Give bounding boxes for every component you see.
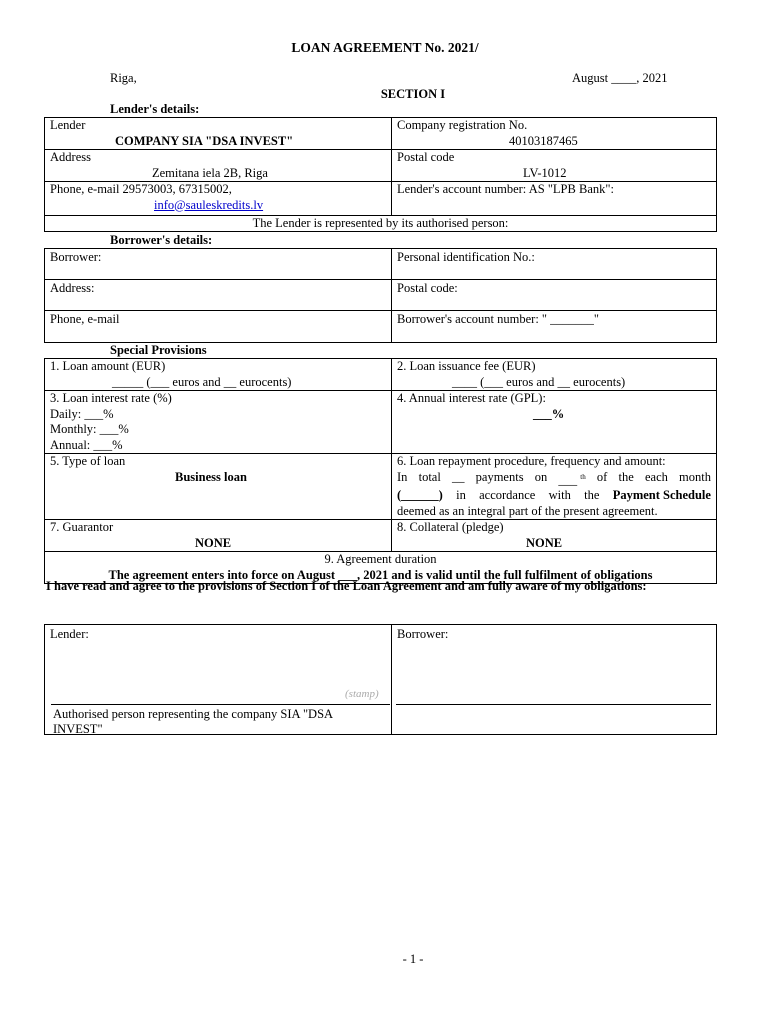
- table-row: [45, 391, 717, 454]
- borrower-table: [44, 248, 717, 343]
- special-provisions-heading: Special Provisions: [110, 343, 207, 357]
- repayment-line-2: (______) in accordance with the Payment Schedule: [397, 488, 711, 503]
- borrower-signature-label: Borrower:: [397, 627, 449, 641]
- stamp-placeholder: (stamp): [345, 688, 379, 700]
- table-row: [45, 520, 717, 552]
- repayment-label: 6. Loan repayment procedure, frequency and amount:: [397, 454, 666, 468]
- table-row: [45, 249, 717, 280]
- borrower-postal-label: Postal code:: [397, 281, 458, 295]
- address-label: Address: [50, 150, 91, 164]
- guarantor-label: 7. Guarantor: [50, 520, 114, 535]
- borrower-account-cell: [392, 311, 717, 343]
- loan-type-label: 5. Type of loan: [50, 454, 126, 468]
- borrower-phone-label: Phone, e-mail: [50, 312, 120, 326]
- lender-details-heading: Lender's details:: [110, 102, 200, 116]
- gpl-value: ___%: [533, 406, 565, 421]
- address-cell: [45, 150, 392, 182]
- place: Riga,: [110, 71, 137, 85]
- repayment-line-1: In total __ payments on ___ $^{th}$ of the each month: [397, 469, 711, 487]
- table-row: [45, 150, 717, 182]
- borrower-phone-cell: [45, 311, 392, 343]
- lender-account-label: Lender's account number: AS "LPB Bank":: [397, 182, 614, 196]
- section-heading: SECTION I: [380, 87, 446, 101]
- table-row: [45, 118, 717, 150]
- represented-text: The Lender is represented by its authorised person:: [252, 216, 509, 230]
- phone-cell: [45, 182, 392, 216]
- registration-label: Company registration No.: [397, 118, 528, 132]
- fee-label: 2. Loan issuance fee (EUR): [397, 359, 536, 373]
- table-row: [45, 216, 717, 232]
- borrower-cell: [45, 249, 392, 280]
- interest-rate-label: 3. Loan interest rate (%): [50, 391, 172, 405]
- rate-daily: Daily: ___%: [50, 406, 114, 421]
- borrower-details-heading: Borrower's details:: [110, 233, 213, 247]
- borrower-address-cell: [45, 280, 392, 311]
- guarantor-cell: [45, 520, 392, 552]
- guarantor-value: NONE: [195, 535, 232, 550]
- loan-amount-label: 1. Loan amount (EUR): [50, 359, 166, 373]
- fee-value: ____ (___ euros and __ eurocents): [452, 374, 626, 389]
- lender-account-cell: [392, 182, 717, 216]
- lender-cell: [45, 118, 392, 150]
- borrower-postal-cell: [392, 280, 717, 311]
- pid-cell: [392, 249, 717, 280]
- collateral-label: 8. Collateral (pledge): [397, 520, 504, 535]
- lender-name: COMPANY SIA "DSA INVEST": [115, 133, 294, 148]
- borrower-signature-line[interactable]: [396, 704, 711, 705]
- loan-type-value: Business loan: [175, 469, 247, 484]
- collateral-value: NONE: [526, 535, 563, 550]
- email-link[interactable]: info@sauleskredits.lv: [154, 197, 264, 212]
- interest-rate-cell: [45, 391, 392, 454]
- table-row: [45, 625, 717, 735]
- table-row: [45, 280, 717, 311]
- pid-label: Personal identification No.:: [397, 250, 535, 264]
- borrower-signature-cell: [392, 625, 717, 735]
- loan-amount-value: _____ (___ euros and __ eurocents): [112, 374, 292, 389]
- lender-signature-line[interactable]: [51, 704, 390, 705]
- loan-amount-cell: [45, 359, 392, 391]
- rate-annual: Annual: ___%: [50, 437, 123, 452]
- rate-monthly: Monthly: ___%: [50, 422, 129, 436]
- loan-type-cell: [45, 454, 392, 520]
- gpl-label: 4. Annual interest rate (GPL):: [397, 391, 546, 405]
- repayment-cell: [392, 454, 717, 520]
- lender-table: [44, 117, 717, 232]
- phone-label: Phone, e-mail 29573003, 67315002,: [50, 182, 232, 196]
- payment-count-blank: (______): [397, 488, 443, 503]
- lender-signature-label: Lender:: [50, 627, 89, 641]
- ordinal-suffix: th: [580, 472, 586, 481]
- borrower-label: Borrower:: [50, 250, 102, 264]
- fee-cell: [392, 359, 717, 391]
- lender-signature-cell: [45, 625, 392, 735]
- duration-label: 9. Agreement duration: [324, 552, 437, 567]
- registration-value: 40103187465: [509, 133, 578, 148]
- provisions-table: [44, 358, 717, 584]
- postal-value: LV-1012: [523, 165, 567, 180]
- borrower-address-label: Address:: [50, 281, 95, 295]
- payment-schedule-ref: Payment Schedule: [612, 488, 711, 503]
- collateral-cell: [392, 520, 717, 552]
- signature-table: [44, 624, 717, 735]
- borrower-account-label: Borrower's account number: " _______": [397, 312, 599, 326]
- agreement-statement: I have read and agree to the provisions of Section I of the Loan Agreement and am fully aware of my obligations:: [46, 579, 647, 593]
- agreement-title: LOAN AGREEMENT No. 2021/: [291, 40, 479, 55]
- authorised-person-text: Authorised person representing the company SIA "DSA INVEST": [53, 707, 333, 736]
- table-row: [45, 182, 717, 216]
- lender-label: Lender: [50, 118, 86, 132]
- gpl-cell: [392, 391, 717, 454]
- page-number: - 1 -: [402, 952, 424, 966]
- table-row: [45, 359, 717, 391]
- repayment-line-3: deemed as an integral part of the present agreement.: [397, 503, 658, 518]
- represented-cell: [45, 216, 717, 232]
- postal-cell: [392, 150, 717, 182]
- duration-value: The agreement enters into force on August ___, 2021 and is valid until the full fulfilment of obligations: [108, 567, 653, 582]
- agreement-date: August ____, 2021: [572, 71, 668, 85]
- address-value: Zemitana iela 2B, Riga: [152, 165, 268, 180]
- table-row: [45, 311, 717, 343]
- table-row: [45, 454, 717, 520]
- registration-cell: [392, 118, 717, 150]
- postal-label: Postal code: [397, 150, 455, 164]
